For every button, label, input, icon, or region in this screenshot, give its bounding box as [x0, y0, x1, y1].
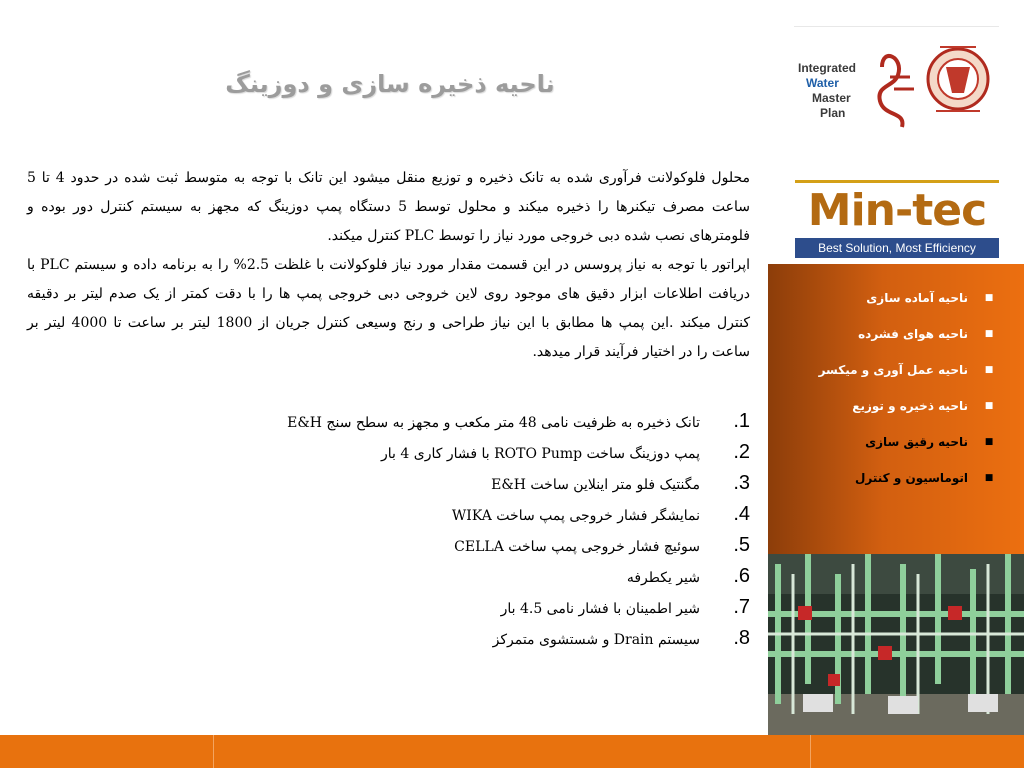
- integrated-water-master-plan-logo: [794, 26, 999, 153]
- list-number: 1.: [733, 410, 750, 432]
- menu-item-label: اتوماسیون و کنترل: [854, 471, 968, 485]
- list-item: [60, 472, 750, 503]
- bullet-icon: ■: [984, 437, 994, 447]
- bullet-icon: ■: [984, 401, 994, 411]
- list-number: 2.: [733, 441, 750, 463]
- menu-item-storage-distribution[interactable]: [768, 388, 996, 424]
- menu-item-label: ناحیه آماده سازی: [866, 291, 968, 305]
- list-text: شیر یکطرفه: [626, 570, 700, 586]
- list-text: تانک ذخیره به ظرفیت نامی 48 متر مکعب و مجهز به سطح سنج E&H: [287, 415, 700, 431]
- bullet-icon: ■: [984, 365, 994, 375]
- menu-item-label: ناحیه ذخیره و توزیع: [852, 399, 968, 413]
- bullet-icon: ■: [984, 473, 994, 483]
- page-title: ناحیه ذخیره سازی و دوزینگ: [225, 70, 555, 98]
- pump-station-photo: [768, 554, 1024, 735]
- paragraph-2: اپراتور با توجه به نیاز پروسس در این قسمت مقدار مورد نیاز فلوکولانت با غلظت 2.5% را به برنامه داده و سیستم PLC با دریافت اطلاعات ابزار دقیق های موجود روی لاین خروجی دبی خروجی پمپ ها را با دقت کمتر از یک صدم لیتر بر دقیقه کنترل میکند .این پمپ ها مطابق با این نیاز طراحی و رنج وسیعی کنترل جریان از 1800 لیتر بر ساعت تا 4000 لیتر بر ساعت را در اختیار فرآیند قرار میدهد.: [27, 257, 750, 360]
- list-text: شیر اطمینان با فشار نامی 4.5 بار: [500, 601, 700, 617]
- menu-item-label: ناحیه رقیق سازی: [865, 435, 968, 449]
- logo-text-line: Master: [812, 91, 851, 105]
- min-tec-name: Min-tec: [807, 185, 987, 236]
- list-number: 7.: [733, 596, 750, 618]
- paragraph-1: محلول فلوکولانت فرآوری شده به تانک ذخیره و توزیع منقل میشود این تانک با توجه به متوسط ثبت شده در حدود 4 تا 5 ساعت مصرف تیکنرها را ذخیره میکند و محلول توسط 5 دستگاه پمپ دوزینگ که مجهز به سیستم کنترل دور بوده و فلومترهای نصب شده دبی خروجی مورد نیاز را توسط PLC کنترل میکند.: [27, 170, 751, 244]
- list-number: 8.: [733, 627, 750, 649]
- equipment-list: [60, 410, 750, 658]
- footer-bar: [0, 735, 1024, 768]
- pipes-illustration: [768, 554, 1024, 735]
- logo-text-line: Plan: [820, 106, 846, 120]
- menu-item-preparation[interactable]: [768, 280, 996, 316]
- min-tec-tagline: Best Solution, Most Efficiency: [795, 238, 999, 258]
- list-item: [60, 441, 750, 472]
- list-number: 3.: [733, 472, 750, 494]
- list-text: نمایشگر فشار خروجی پمپ ساخت WIKA: [451, 508, 700, 524]
- menu-item-automation-control[interactable]: [768, 460, 996, 496]
- menu-item-label: ناحیه عمل آوری و میکسر: [818, 363, 968, 377]
- list-number: 4.: [733, 503, 750, 525]
- logo-text-line: Integrated: [798, 61, 857, 75]
- list-number: 6.: [733, 565, 750, 587]
- navigation-menu: [768, 264, 1024, 554]
- list-text: مگنتیک فلو متر اینلاین ساخت E&H: [491, 477, 700, 493]
- menu-item-dilution[interactable]: [768, 424, 996, 460]
- bullet-icon: ■: [984, 293, 994, 303]
- menu-item-label: ناحیه هوای فشرده: [858, 327, 968, 341]
- menu-item-treatment-mixer[interactable]: [768, 352, 996, 388]
- list-item: [60, 596, 750, 627]
- list-item: [60, 410, 750, 441]
- list-item: [60, 503, 750, 534]
- list-text: سوئیچ فشار خروجی پمپ ساخت CELLA: [454, 539, 700, 555]
- footer-divider: [810, 735, 811, 768]
- list-number: 5.: [733, 534, 750, 556]
- logo-emblem-icon: [794, 27, 999, 153]
- min-tec-logo: [795, 180, 999, 263]
- bullet-icon: ■: [984, 329, 994, 339]
- list-text: پمپ دوزینگ ساخت ROTO Pump با فشار کاری 4 بار: [381, 446, 700, 462]
- logo-text-line: Water: [806, 76, 839, 90]
- list-item: [60, 534, 750, 565]
- body-text: [27, 164, 750, 367]
- list-item: [60, 627, 750, 658]
- menu-item-compressed-air[interactable]: [768, 316, 996, 352]
- list-item: [60, 565, 750, 596]
- list-text: سیستم Drain و شستشوی متمرکز: [492, 632, 700, 648]
- footer-divider: [213, 735, 214, 768]
